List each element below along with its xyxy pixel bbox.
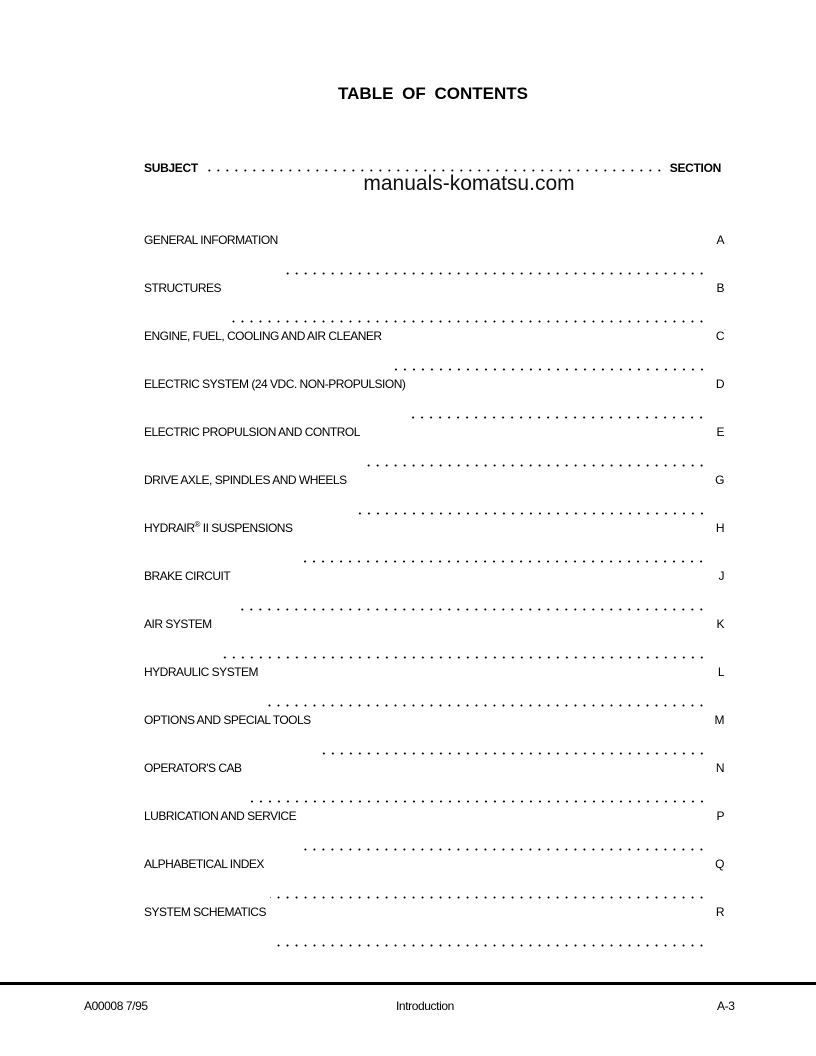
dot-leader — [353, 512, 706, 515]
entry-section: L — [717, 665, 724, 679]
toc-list — [144, 230, 724, 950]
toc-entry[interactable] — [144, 854, 724, 902]
toc-entry[interactable] — [144, 710, 724, 758]
entry-section: D — [715, 377, 724, 391]
entry-section: N — [715, 761, 724, 775]
toc-entry[interactable] — [144, 278, 724, 326]
dot-leader — [236, 608, 706, 611]
entry-section: J — [718, 569, 724, 583]
toc-entry[interactable] — [144, 614, 724, 662]
footer-rule — [0, 982, 816, 985]
entry-section: K — [716, 617, 724, 631]
entry-section: H — [715, 521, 724, 535]
subject-heading: SUBJECT — [144, 161, 198, 175]
entry-label: GENERAL INFORMATION — [144, 233, 278, 247]
toc-entry[interactable] — [144, 566, 724, 614]
dot-leader — [264, 704, 706, 707]
entry-label: OPERATOR'S CAB — [144, 761, 242, 775]
entry-label: BRAKE CIRCUIT — [144, 569, 231, 583]
entry-section: E — [716, 425, 724, 439]
entry-section: Q — [715, 857, 724, 871]
dot-leader — [218, 656, 706, 659]
footer-page-number: A-3 — [717, 999, 735, 1013]
dot-leader — [298, 560, 706, 563]
entry-label: ALPHABETICAL INDEX — [144, 857, 264, 871]
toc-entry[interactable] — [144, 374, 724, 422]
dot-leader — [227, 320, 706, 323]
entry-section: M — [714, 713, 724, 727]
entry-label: OPTIONS AND SPECIAL TOOLS — [144, 713, 311, 727]
entry-section: P — [716, 809, 724, 823]
toc-entry[interactable] — [144, 470, 724, 518]
toc-entry[interactable] — [144, 902, 724, 950]
entry-label: ENGINE, FUEL, COOLING AND AIR CLEANER — [144, 329, 382, 343]
entry-label: HYDRAIR® II SUSPENSIONS — [144, 520, 293, 535]
entry-label: ELECTRIC SYSTEM (24 VDC. NON-PROPULSION) — [144, 377, 406, 391]
entry-label: DRIVE AXLE, SPINDLES AND WHEELS — [144, 473, 347, 487]
entry-label: ELECTRIC PROPULSION AND CONTROL — [144, 425, 360, 439]
entry-section: A — [716, 233, 724, 247]
toc-entry[interactable] — [144, 326, 724, 374]
dot-leader — [411, 416, 706, 419]
watermark: manuals-komatsu.com — [363, 172, 575, 195]
dot-leader — [270, 896, 706, 899]
section-heading: SECTION — [669, 161, 721, 175]
entry-label: AIR SYSTEM — [144, 617, 212, 631]
entry-section: C — [715, 329, 724, 343]
registered-mark: ® — [194, 520, 200, 529]
toc-entry[interactable] — [144, 230, 724, 278]
dot-leader — [272, 944, 706, 947]
toc-entry[interactable] — [144, 518, 724, 566]
toc-entry[interactable] — [144, 422, 724, 470]
toc-entry[interactable] — [144, 806, 724, 854]
dot-leader — [366, 464, 706, 467]
entry-label: LUBRICATION AND SERVICE — [144, 809, 297, 823]
entry-label: HYDRAULIC SYSTEM — [144, 665, 259, 679]
page-title: TABLE OF CONTENTS — [338, 84, 528, 103]
entry-label: STRUCTURES — [144, 281, 222, 295]
footer-doc-id: A00008 7/95 — [84, 999, 148, 1013]
dot-leader — [317, 752, 706, 755]
toc-entry[interactable] — [144, 758, 724, 806]
toc-entry[interactable] — [144, 662, 724, 710]
dot-leader — [284, 272, 706, 275]
entry-label: SYSTEM SCHEMATICS — [144, 905, 266, 919]
entry-section: R — [715, 905, 724, 919]
entry-section: B — [716, 281, 724, 295]
entry-section: G — [715, 473, 724, 487]
footer-chapter: Introduction — [396, 999, 454, 1013]
dot-leader — [248, 800, 706, 803]
dot-leader — [302, 848, 706, 851]
dot-leader — [388, 368, 706, 371]
